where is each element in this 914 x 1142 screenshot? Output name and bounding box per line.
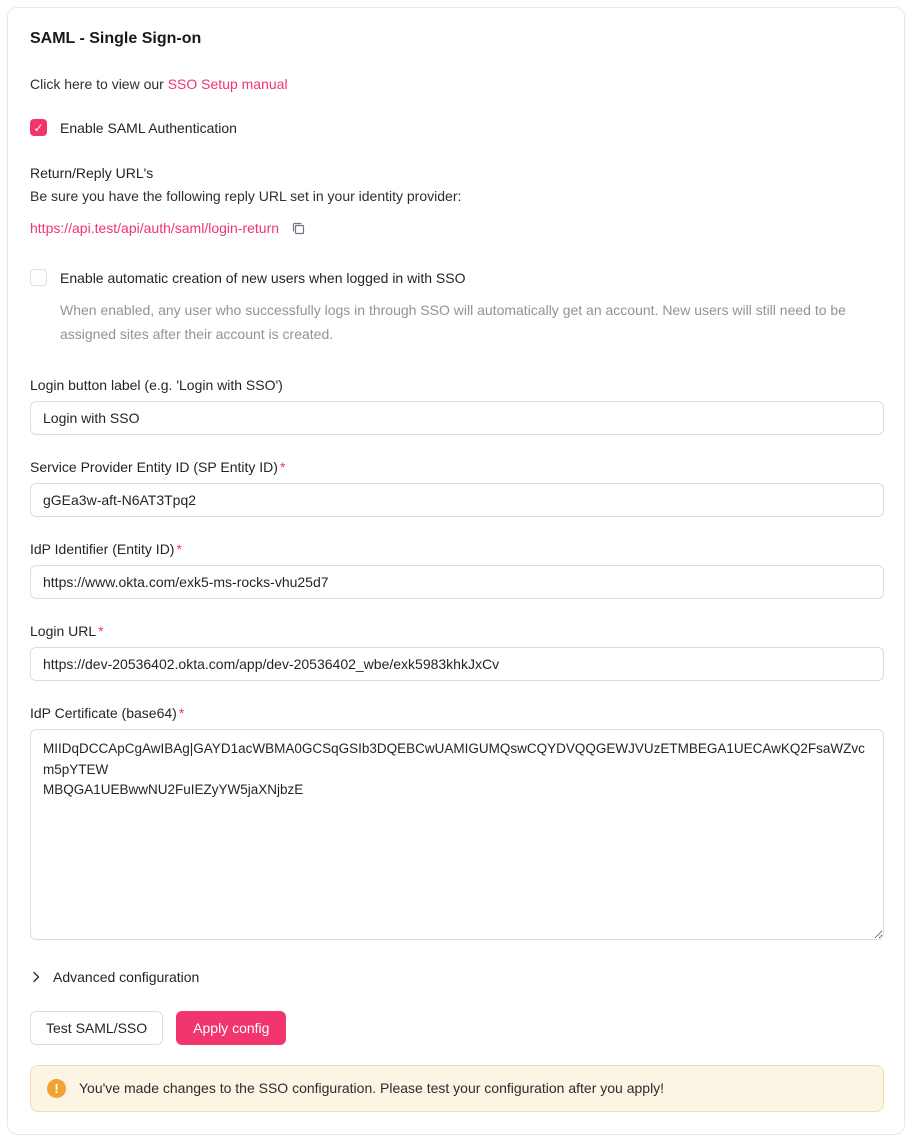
sp-entity-id-input[interactable] (30, 483, 884, 517)
sp-entity-id-label: Service Provider Entity ID (SP Entity ID) * (30, 458, 286, 475)
auto-create-label: Enable automatic creation of new users when logged in with SSO (60, 269, 466, 286)
required-asterisk: * (279, 458, 286, 475)
auto-create-section (30, 269, 882, 347)
idp-identifier-input[interactable] (30, 565, 884, 599)
login-url-input[interactable] (30, 647, 884, 681)
sso-setup-manual-link[interactable]: SSO Setup manual (167, 76, 288, 92)
chevron-right-icon (30, 971, 42, 983)
idp-certificate-textarea[interactable] (30, 729, 884, 940)
warning-banner (30, 1065, 884, 1112)
login-button-label-label: Login button label (e.g. 'Login with SSO') (30, 376, 283, 393)
auto-create-checkbox[interactable] (30, 269, 47, 286)
reply-url-row (30, 220, 882, 236)
auto-create-row (30, 269, 882, 286)
reply-urls-description: Be sure you have the following reply URL set in your identity provider: (30, 188, 462, 204)
enable-saml-row (30, 119, 882, 136)
actions-row (30, 1011, 882, 1045)
idp-certificate-label: IdP Certificate (base64) * (30, 704, 185, 721)
sso-manual-prefix: Click here to view our (30, 76, 168, 92)
checkmark-icon: ✓ (33, 120, 44, 135)
login-url-label: Login URL * (30, 622, 104, 639)
auto-create-help-text: When enabled, any user who successfully logs in through SSO will automatically get an account. New users will still need to be assigned sites after their account is created. (60, 302, 846, 342)
enable-saml-label: Enable SAML Authentication (60, 119, 237, 136)
copy-icon[interactable] (291, 221, 306, 236)
enable-saml-checkbox[interactable] (30, 119, 47, 136)
required-asterisk: * (98, 622, 104, 639)
field-login-button-label (30, 377, 882, 435)
sso-manual-line (30, 76, 882, 92)
reply-urls-section (30, 165, 882, 236)
advanced-configuration-toggle[interactable] (30, 969, 882, 985)
field-sp-entity-id (30, 459, 882, 517)
idp-identifier-label: IdP Identifier (Entity ID) * (30, 540, 182, 557)
test-saml-sso-button[interactable]: Test SAML/SSO (30, 1011, 163, 1045)
login-button-label-input[interactable] (30, 401, 884, 435)
advanced-configuration-label: Advanced configuration (53, 968, 200, 985)
saml-settings-card (7, 7, 905, 1135)
field-idp-identifier (30, 541, 882, 599)
warning-icon: ! (47, 1079, 66, 1098)
warning-text: You've made changes to the SSO configuration. Please test your configuration after you apply! (79, 1080, 665, 1097)
field-idp-certificate (30, 705, 882, 945)
required-asterisk: * (178, 704, 185, 721)
apply-config-button[interactable]: Apply config (176, 1011, 286, 1045)
reply-url-link[interactable]: https://api.test/api/auth/saml/login-return (30, 220, 280, 236)
page-title: SAML - Single Sign-on (30, 30, 202, 47)
required-asterisk: * (176, 540, 182, 557)
reply-urls-heading: Return/Reply URL's (30, 165, 154, 181)
field-login-url (30, 623, 882, 681)
